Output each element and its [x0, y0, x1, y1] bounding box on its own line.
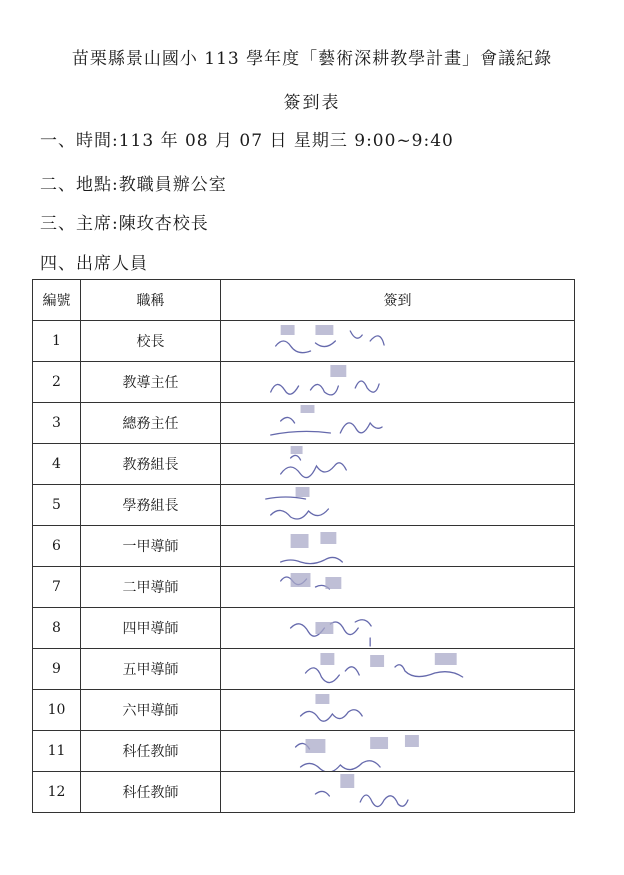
row-number: 8 — [33, 608, 81, 649]
row-signature — [221, 485, 575, 526]
row-number: 5 — [33, 485, 81, 526]
row-number: 4 — [33, 444, 81, 485]
table-row — [33, 485, 575, 526]
row-number: 12 — [33, 772, 81, 813]
table-row — [33, 321, 575, 362]
table-row — [33, 526, 575, 567]
redacted-signature — [221, 485, 574, 525]
row-job-title: 學務組長 — [81, 485, 221, 526]
table-row — [33, 731, 575, 772]
table-header-row — [33, 280, 575, 321]
row-number: 10 — [33, 690, 81, 731]
table-row — [33, 362, 575, 403]
row-signature — [221, 444, 575, 485]
row-signature — [221, 690, 575, 731]
row-signature — [221, 608, 575, 649]
row-signature — [221, 321, 575, 362]
redacted-signature — [221, 608, 574, 648]
row-number: 3 — [33, 403, 81, 444]
meeting-time: 一、時間:113 年 08 月 07 日 星期三 9:00~9:40 — [40, 131, 454, 151]
header-title: 職稱 — [81, 280, 221, 321]
row-signature — [221, 403, 575, 444]
row-number: 1 — [33, 321, 81, 362]
document-title: 苗栗縣景山國小 113 學年度「藝術深耕教學計畫」會議紀錄 — [71, 49, 553, 69]
row-job-title: 科任教師 — [81, 731, 221, 772]
table-row — [33, 608, 575, 649]
redacted-signature — [221, 362, 574, 402]
redacted-signature — [221, 321, 574, 361]
table-row — [33, 444, 575, 485]
document-subtitle: 簽到表 — [283, 93, 341, 113]
redacted-signature — [221, 403, 574, 443]
header-number: 編號 — [33, 280, 81, 321]
table-row — [33, 567, 575, 608]
row-job-title: 二甲導師 — [81, 567, 221, 608]
redacted-signature — [221, 772, 574, 812]
attendees-heading: 四、出席人員 — [40, 254, 148, 274]
row-job-title: 校長 — [81, 321, 221, 362]
row-number: 9 — [33, 649, 81, 690]
row-job-title: 教導主任 — [81, 362, 221, 403]
row-number: 7 — [33, 567, 81, 608]
table-row — [33, 690, 575, 731]
table-row — [33, 403, 575, 444]
row-signature — [221, 362, 575, 403]
row-job-title: 科任教師 — [81, 772, 221, 813]
redacted-signature — [221, 567, 574, 607]
row-job-title: 四甲導師 — [81, 608, 221, 649]
row-signature — [221, 526, 575, 567]
row-job-title: 六甲導師 — [81, 690, 221, 731]
row-job-title: 一甲導師 — [81, 526, 221, 567]
redacted-signature — [221, 444, 574, 484]
table-row — [33, 649, 575, 690]
redacted-signature — [221, 690, 574, 730]
redacted-signature — [221, 731, 574, 771]
row-signature — [221, 649, 575, 690]
signin-table — [32, 279, 575, 813]
meeting-location: 二、地點:教職員辦公室 — [40, 175, 227, 195]
header-signature: 簽到 — [221, 280, 575, 321]
row-number: 2 — [33, 362, 81, 403]
redacted-signature — [221, 649, 574, 689]
row-signature — [221, 567, 575, 608]
redacted-signature — [221, 526, 574, 566]
row-number: 6 — [33, 526, 81, 567]
row-job-title: 總務主任 — [81, 403, 221, 444]
meeting-chair: 三、主席:陳玫杏校長 — [40, 214, 209, 234]
row-job-title: 五甲導師 — [81, 649, 221, 690]
row-number: 11 — [33, 731, 81, 772]
row-signature — [221, 772, 575, 813]
row-job-title: 教務組長 — [81, 444, 221, 485]
row-signature — [221, 731, 575, 772]
table-row — [33, 772, 575, 813]
